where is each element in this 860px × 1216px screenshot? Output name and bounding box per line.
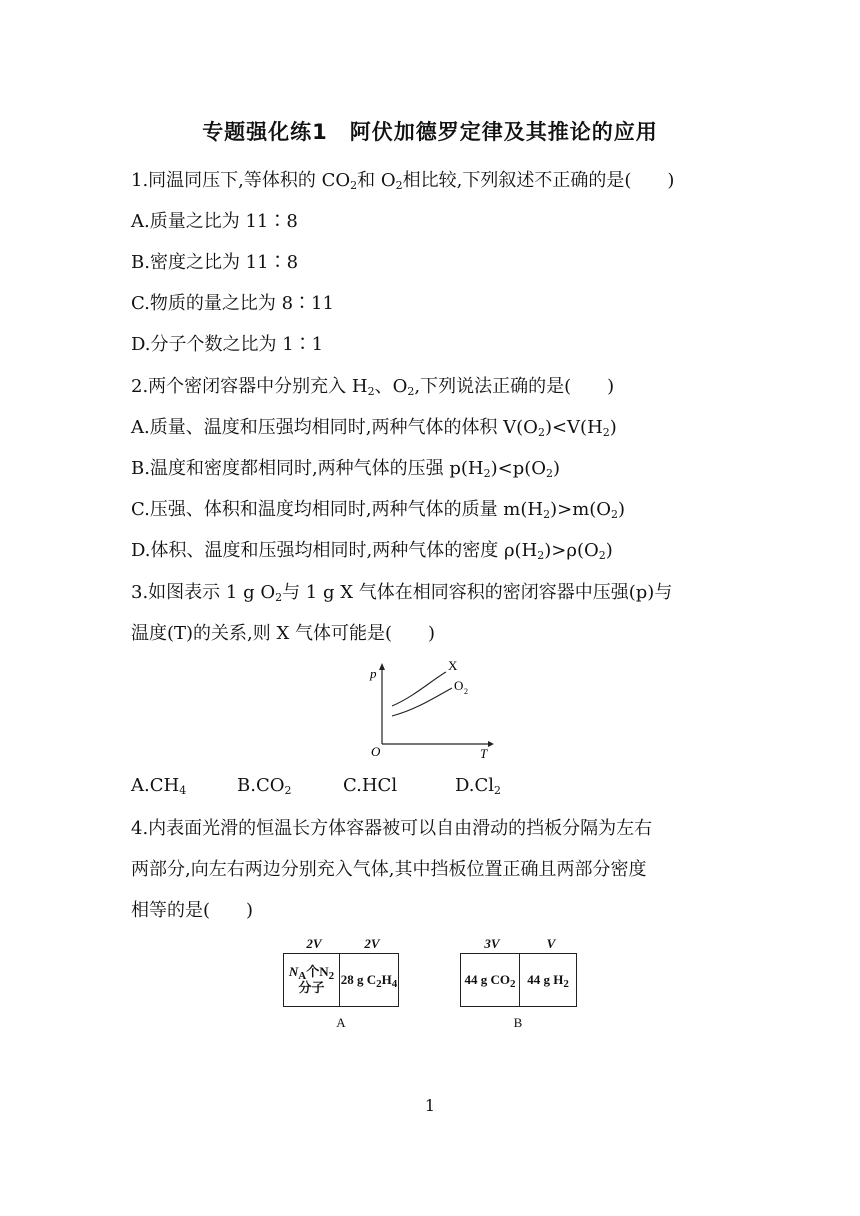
- curve-o2-sub: 2: [464, 687, 468, 696]
- curve-o2-label: O: [454, 678, 464, 693]
- q2-stem: 2.两个密闭容器中分别充入 $H_2$、$O_2$,下列说法正确的是( ): [131, 376, 615, 398]
- pressure-temperature-graph: [360, 658, 500, 760]
- q4-stem-line1: 4.内表面光滑的恒温长方体容器被可以自由滑动的挡板分隔为左右: [131, 818, 653, 839]
- q1-option-b: B.密度之比为 11∶8: [131, 252, 299, 273]
- p-axis-arrow: [379, 663, 385, 670]
- q4-stem-line3: 相等的是( ): [131, 900, 254, 921]
- q3-stem-line2: 温度(T)的关系,则 X 气体可能是( ): [131, 623, 436, 644]
- p-axis-label: p: [370, 666, 377, 681]
- fig-a-right-chamber: 28 g $C_2H_4$: [340, 972, 398, 990]
- q3-option-b: $B.CO_2$: [237, 775, 292, 797]
- fig-b-caption: B: [513, 1015, 523, 1030]
- fig-b-left-volume: 3V: [484, 936, 500, 951]
- fig-a-left-chamber: $N_A$个$N_2$ 分子: [284, 954, 340, 1006]
- origin-label: O: [371, 744, 381, 759]
- q3-stem-line1: 3.如图表示 1 g $O_2$与 1 g X 气体在相同容积的密闭容器中压强(p)与: [131, 582, 673, 604]
- q2-option-a: A.质量、温度和压强均相同时,两种气体的体积 $V(O_2)<V(H_2)$: [131, 417, 617, 439]
- q3-option-d: $D.Cl_2$: [455, 775, 502, 797]
- fig-a-left-volume: 2V: [306, 936, 322, 951]
- q2-option-b: B.温度和密度都相同时,两种气体的压强 $p(H_2)<p(O_2)$: [131, 458, 561, 480]
- fig-b-right-volume: V: [546, 936, 556, 951]
- q1-stem: 1.同温同压下,等体积的 $CO_2$和 $O_2$相比较,下列叙述不正确的是( ): [131, 170, 675, 192]
- fig-b-right-chamber: 44 g $H_2$: [527, 972, 569, 990]
- q4-stem-line2: 两部分,向左右两边分别充入气体,其中挡板位置正确且两部分密度: [131, 859, 647, 880]
- q1-option-d: D.分子个数之比为 1∶1: [131, 334, 324, 355]
- fig-a-caption: A: [336, 1015, 346, 1030]
- fig-b-left-chamber: 44 g $CO_2$: [461, 954, 520, 1006]
- t-axis-arrow: [488, 741, 494, 747]
- q3-option-a: $A.CH_4$: [131, 775, 187, 797]
- q2-option-d: D.体积、温度和压强均相同时,两种气体的密度 $\rho(H_2)>\rho(O_2)$: [131, 540, 613, 562]
- curve-x-label: X: [448, 658, 458, 673]
- q3-option-c: C.HCl: [343, 775, 398, 796]
- curve-x: [392, 672, 446, 706]
- q1-option-c: C.物质的量之比为 8∶11: [131, 293, 334, 314]
- container-a: [283, 953, 399, 1007]
- q3-options: [131, 773, 501, 799]
- page-title: 专题强化练1 阿伏加德罗定律及其推论的应用: [202, 120, 658, 144]
- fig-a-right-volume: 2V: [364, 936, 380, 951]
- q1-option-a: A.质量之比为 11∶8: [131, 211, 298, 232]
- container-b: [460, 953, 577, 1007]
- q2-option-c: C.压强、体积和温度均相同时,两种气体的质量 $m(H_2)>m(O_2)$: [131, 499, 626, 521]
- page-number: 1: [424, 1096, 436, 1115]
- t-axis-label: T: [480, 746, 488, 760]
